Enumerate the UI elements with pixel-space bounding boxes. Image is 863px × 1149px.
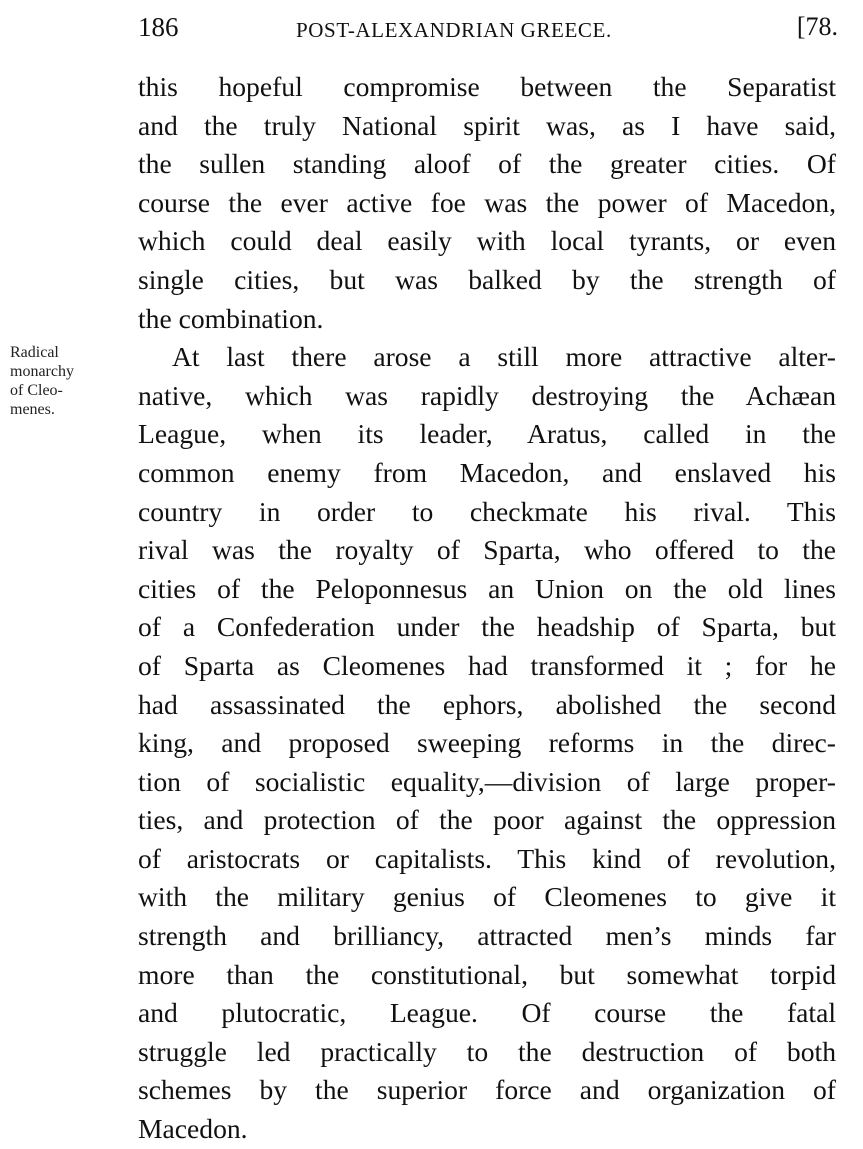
text-line: Macedon. [138, 1113, 248, 1145]
text-line: At last there arose a still more attractive alter- [172, 341, 836, 373]
text-line: tion of socialistic equality,—division of large proper- [138, 765, 836, 797]
text-line: with the military genius of Cleomenes to give it [138, 881, 836, 913]
text-line: strength and brilliancy, attracted men’s minds far [138, 920, 836, 952]
text-line: struggle led practically to the destruction of both [138, 1035, 836, 1067]
text-line: of Sparta as Cleomenes had transformed it ; for he [138, 649, 836, 681]
text-line: course the ever active foe was the power of Macedon, [138, 186, 836, 218]
text-line: League, when its leader, Aratus, called in the [138, 418, 836, 450]
page-header [138, 10, 838, 44]
text-line: schemes by the superior force and organization of [138, 1074, 836, 1106]
text-line: this hopeful compromise between the Separatist [138, 71, 836, 102]
text-line: of a Confederation under the headship of Sparta, but [138, 611, 836, 643]
text-line: of aristocrats or capitalists. This kind of revolution, [138, 842, 836, 874]
text-line: and the truly National spirit was, as I have said, [138, 109, 836, 141]
text-line: cities of the Peloponnesus an Union on the old lines [138, 572, 836, 604]
margin-note [10, 343, 118, 419]
margin-note-line: Radical [10, 344, 59, 361]
body-text [138, 68, 836, 1149]
margin-note-line: of Cleo- [10, 382, 63, 399]
text-line: ties, and protection of the poor against the oppression [138, 804, 836, 836]
text-line: the sullen standing aloof of the greater cities. Of [138, 148, 836, 180]
running-title: POST-ALEXANDRIAN GREECE. [296, 18, 612, 42]
text-line: rival was the royalty of Sparta, who offered to the [138, 534, 836, 566]
text-line: had assassinated the ephors, abolished the second [138, 688, 836, 720]
margin-note-line: monarchy [10, 363, 74, 380]
text-line: common enemy from Macedon, and enslaved his [138, 456, 836, 488]
text-line: native, which was rapidly destroying the Achæan [138, 379, 836, 411]
text-line: the combination. [138, 302, 324, 334]
text-line: king, and proposed sweeping reforms in the direc- [138, 727, 836, 759]
margin-note-line: menes. [10, 401, 55, 418]
page-number: 186 [138, 12, 179, 42]
text-line: which could deal easily with local tyrants, or even [138, 225, 836, 257]
text-line: single cities, but was balked by the strength of [138, 263, 836, 295]
text-line: country in order to checkmate his rival. This [138, 495, 836, 527]
text-line: more than the constitutional, but somewhat torpid [138, 958, 836, 990]
section-marker: [78. [796, 12, 838, 41]
text-line: and plutocratic, League. Of course the fatal [138, 997, 836, 1029]
